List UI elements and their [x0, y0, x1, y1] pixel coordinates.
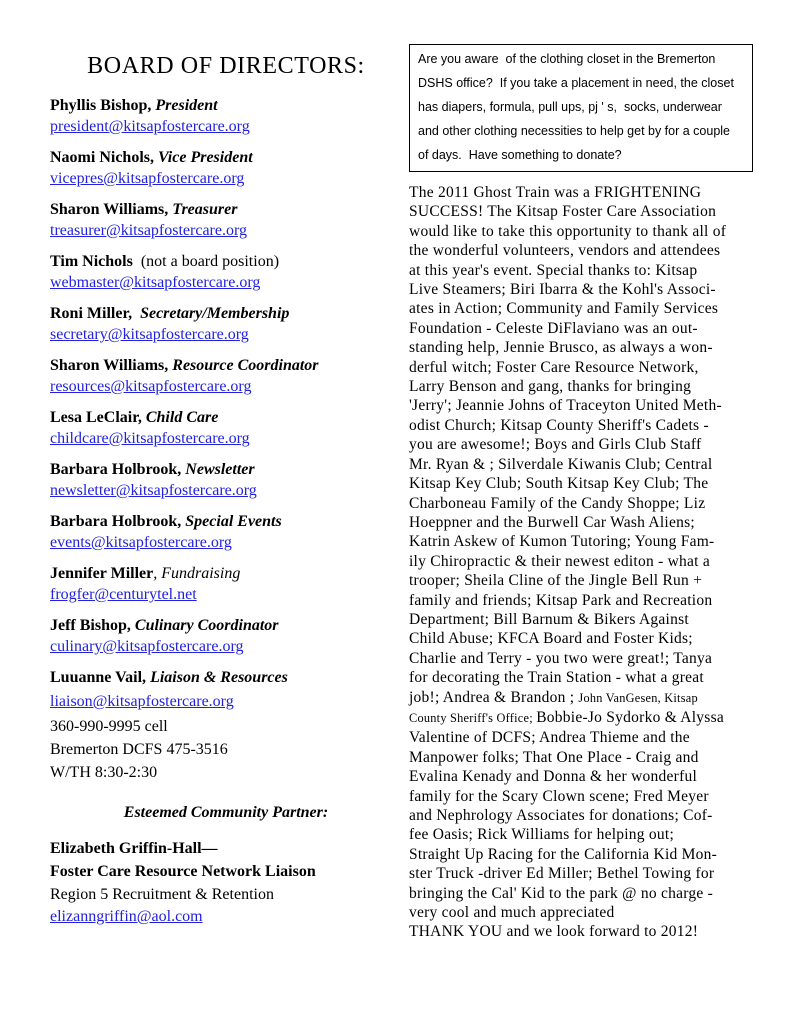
- member-name-role-line: [50, 407, 402, 428]
- article-text-line: [409, 435, 754, 454]
- article-text-line: [409, 202, 754, 221]
- article-text-segment: Bobbie-Jo Sydorko & Alyssa: [536, 708, 724, 726]
- article-text-line: [409, 571, 754, 590]
- article-text-segment: 'Jerry'; Jeannie Johns of Traceyton United Meth-: [409, 397, 722, 415]
- article-text-segment: ates in Action; Community and Family Services: [409, 300, 719, 318]
- article-text-segment: standing help, Jennie Brusco, as always a won-: [409, 339, 713, 357]
- article-text-segment: Department; Bill Barnum & Bikers Against: [409, 610, 689, 628]
- article-text-segment: fee Oasis; Rick Williams for helping out;: [409, 826, 675, 844]
- article-text-line: [409, 825, 754, 844]
- article-text-segment: The 2011 Ghost Train was a FRIGHTENING: [409, 184, 702, 201]
- member-role: Special Events: [185, 513, 282, 530]
- article-text-segment: Larry Benson and gang, thanks for bringing: [409, 378, 692, 396]
- board-member-entry: [50, 303, 402, 345]
- member-name: Phyllis Bishop,: [50, 97, 156, 114]
- article-text-line: [409, 787, 754, 806]
- article-text-line: [409, 280, 754, 299]
- article-text-line: [409, 845, 754, 864]
- article-text-line: [409, 377, 754, 396]
- board-member-entry: [50, 407, 402, 449]
- board-member-entry: [50, 563, 402, 605]
- member-email-link[interactable]: liaison@kitsapfostercare.org: [50, 693, 234, 710]
- notice-text-line: and other clothing necessities to help get by for a couple: [418, 124, 731, 138]
- article-text-segment: Evalina Kenady and Donna & her wonderful: [409, 768, 698, 786]
- member-email-link[interactable]: resources@kitsapfostercare.org: [50, 378, 252, 395]
- member-role: Vice President: [158, 149, 253, 166]
- member-role: President: [155, 97, 218, 114]
- article-text-segment: at this year's event. Special thanks to: Kitsap: [409, 261, 698, 279]
- partner-email-link[interactable]: elizanngriffin@aol.com: [50, 908, 203, 925]
- article-text-line: [409, 299, 754, 318]
- article-text-line: [409, 396, 754, 415]
- board-member-entry: [50, 147, 402, 189]
- article-text-segment: you are awesome!; Boys and Girls Club Staff: [409, 436, 702, 454]
- article-text-segment: family and friends; Kitsap Park and Recreation: [409, 591, 713, 609]
- article-text-line: [409, 708, 754, 728]
- right-column: [409, 44, 754, 942]
- article-text-line: [409, 728, 754, 747]
- partner-title: Foster Care Resource Network Liaison: [50, 863, 316, 880]
- article-text-line: [409, 338, 754, 357]
- member-name-role-line: [50, 303, 402, 324]
- article-text-segment: Child Abuse; KFCA Board and Foster Kids;: [409, 630, 693, 648]
- article-text-line: [409, 222, 754, 241]
- article-text-segment: derful witch; Foster Care Resource Network,: [409, 358, 699, 376]
- article-text-line: [409, 922, 754, 941]
- article-text-segment: and Nephrology Associates for donations; Cof-: [409, 807, 713, 824]
- article-text-line: [409, 668, 754, 687]
- member-role: Culinary Coordinator: [134, 617, 279, 634]
- board-of-directors-heading: BOARD OF DIRECTORS:: [87, 53, 365, 79]
- board-member-entry: [50, 251, 402, 293]
- clothing-closet-notice: [409, 44, 753, 172]
- member-email-link[interactable]: frogfer@centurytel.net: [50, 586, 197, 603]
- article-text-line: [409, 903, 754, 922]
- member-email-link[interactable]: president@kitsapfostercare.org: [50, 118, 250, 135]
- notice-text-line: has diapers, formula, pull ups, pj ' s, socks, underwear: [418, 100, 722, 114]
- article-text-segment: Kitsap Key Club; South Kitsap Key Club; The: [409, 475, 709, 493]
- member-role: Liaison & Resources: [150, 669, 288, 686]
- article-text-line: [409, 748, 754, 767]
- member-name-role-line: [50, 667, 402, 688]
- article-text-segment: Valentine of DCFS; Andrea Thieme and the: [409, 729, 690, 747]
- article-text-segment: Charlie and Terry - you two were great!; Tanya: [409, 649, 713, 667]
- article-text-segment: Hoeppner and the Burwell Car Wash Aliens;: [409, 513, 695, 531]
- member-name: Barbara Holbrook,: [50, 513, 186, 530]
- notice-text-line: of days. Have something to donate?: [418, 148, 622, 162]
- member-name: Jennifer Miller: [50, 565, 154, 582]
- member-email-link[interactable]: events@kitsapfostercare.org: [50, 534, 232, 551]
- member-role: Child Care: [145, 409, 219, 426]
- member-email-link[interactable]: webmaster@kitsapfostercare.org: [50, 274, 261, 291]
- board-member-entry: [50, 667, 402, 784]
- article-text-segment: Foundation - Celeste DiFlaviano was an out-: [409, 319, 698, 337]
- board-members-list: [50, 95, 402, 784]
- article-text-line: [409, 455, 754, 474]
- member-email-link[interactable]: treasurer@kitsapfostercare.org: [50, 222, 248, 239]
- member-email-link[interactable]: vicepres@kitsapfostercare.org: [50, 170, 245, 187]
- article-text-line: [409, 610, 754, 629]
- article-text-segment: family for the Scary Clown scene; Fred Meyer: [409, 787, 709, 805]
- community-partner-heading: Esteemed Community Partner:: [123, 804, 329, 821]
- article-text-segment: Mr. Ryan & ; Silverdale Kiwanis Club; Central: [409, 455, 713, 473]
- article-text-line: [409, 183, 754, 202]
- member-name-role-line: [50, 459, 402, 480]
- ghost-train-article: [409, 183, 754, 942]
- member-role: Treasurer: [172, 201, 238, 218]
- member-name: Naomi Nichols,: [50, 149, 158, 166]
- article-text-segment: bringing the Cal' Kid to the park @ no charge -: [409, 884, 714, 902]
- article-text-segment: for decorating the Train Station - what a great: [409, 669, 704, 687]
- member-name-role-line: [50, 615, 402, 636]
- article-text-line: [409, 629, 754, 648]
- member-email-link[interactable]: culinary@kitsapfostercare.org: [50, 638, 244, 655]
- article-text-segment-small: County Sheriff's Office;: [409, 710, 537, 725]
- member-name-role-line: [50, 563, 402, 584]
- article-text-segment: SUCCESS! The Kitsap Foster Care Association: [409, 203, 717, 221]
- member-name-role-line: [50, 511, 402, 532]
- member-name: Roni Miller,: [50, 305, 141, 322]
- member-role: Resource Coordinator: [172, 357, 319, 374]
- community-partner-block: [50, 837, 402, 927]
- board-column: [50, 52, 402, 927]
- article-text-segment: the wonderful volunteers, vendors and attendees: [409, 242, 721, 260]
- article-text-line: [409, 552, 754, 571]
- article-text-line: [409, 494, 754, 513]
- notice-text-line: DSHS office? If you take a placement in need, the closet: [418, 76, 734, 90]
- article-text-segment: ster Truck -driver Ed Miller; Bethel Towing for: [409, 865, 715, 883]
- article-text-line: [409, 474, 754, 493]
- article-text-line: [409, 806, 754, 825]
- article-text-line: [409, 358, 754, 377]
- member-contact-line: W/TH 8:30-2:30: [50, 764, 158, 781]
- member-contact-line: 360-990-9995 cell: [50, 718, 168, 735]
- member-name: Jeff Bishop,: [50, 617, 135, 634]
- member-name-role-line: [50, 147, 402, 168]
- article-text-line: [409, 649, 754, 668]
- member-name: Tim Nichols: [50, 253, 141, 270]
- article-text-segment: Straight Up Racing for the California Kid Mon-: [409, 845, 718, 863]
- member-name: Sharon Williams,: [50, 357, 173, 374]
- article-text-segment: Manpower folks; That One Place - Craig and: [409, 748, 699, 766]
- board-member-entry: [50, 355, 402, 397]
- article-text-line: [409, 864, 754, 883]
- member-name-role-line: [50, 251, 402, 272]
- member-role: Secretary/Membership: [140, 305, 290, 322]
- member-name-role-line: [50, 95, 402, 116]
- board-member-entry: [50, 199, 402, 241]
- article-text-segment-small: John VanGesen, Kitsap: [578, 690, 698, 705]
- article-text-segment: odist Church; Kitsap County Sheriff's Cadets -: [409, 416, 709, 434]
- board-member-entry: [50, 459, 402, 501]
- article-text-line: [409, 416, 754, 435]
- article-text-line: [409, 241, 754, 260]
- article-text-segment: ily Chiropractic & their newest editon - what a: [409, 552, 710, 570]
- member-email-link[interactable]: secretary@kitsapfostercare.org: [50, 326, 249, 343]
- article-text-line: [409, 591, 754, 610]
- member-email-link[interactable]: newsletter@kitsapfostercare.org: [50, 482, 257, 499]
- member-name: Luuanne Vail,: [50, 669, 151, 686]
- board-member-entry: [50, 511, 402, 553]
- article-text-line: [409, 767, 754, 786]
- article-text-line: [409, 261, 754, 280]
- member-contact-line: Bremerton DCFS 475-3516: [50, 741, 228, 758]
- article-text-segment: very cool and much appreciated: [409, 904, 615, 922]
- article-text-line: [409, 532, 754, 551]
- member-name-role-line: [50, 199, 402, 220]
- member-role: Newsletter: [185, 461, 255, 478]
- article-text-segment: Charboneau Family of the Candy Shoppe; Liz: [409, 494, 706, 512]
- member-name-role-line: [50, 355, 402, 376]
- member-role: , Fundraising: [153, 565, 241, 582]
- article-text-segment: job!; Andrea & Brandon ;: [409, 688, 579, 706]
- article-text-line: [409, 688, 754, 708]
- member-email-link[interactable]: childcare@kitsapfostercare.org: [50, 430, 250, 447]
- member-role: (not a board position): [140, 253, 280, 270]
- article-text-segment: THANK YOU and we look forward to 2012!: [409, 923, 699, 941]
- article-text-line: [409, 513, 754, 532]
- member-name: Lesa LeClair,: [50, 409, 146, 426]
- article-text-segment: Live Steamers; Biri Ibarra & the Kohl's Associ-: [409, 281, 716, 299]
- member-name: Barbara Holbrook,: [50, 461, 186, 478]
- board-member-entry: [50, 95, 402, 137]
- board-member-entry: [50, 615, 402, 657]
- partner-region: Region 5 Recruitment & Retention: [50, 886, 274, 903]
- article-text-segment: Katrin Askew of Kumon Tutoring; Young Fam-: [409, 533, 715, 551]
- notice-text-line: Are you aware of the clothing closet in the Bremerton: [418, 52, 716, 66]
- article-text-line: [409, 319, 754, 338]
- article-text-segment: would like to take this opportunity to thank all of: [409, 222, 727, 240]
- member-name: Sharon Williams,: [50, 201, 173, 218]
- partner-name: Elizabeth Griffin-Hall—: [50, 840, 218, 857]
- article-text-segment: trooper; Sheila Cline of the Jingle Bell Run +: [409, 572, 703, 590]
- article-text-line: [409, 884, 754, 903]
